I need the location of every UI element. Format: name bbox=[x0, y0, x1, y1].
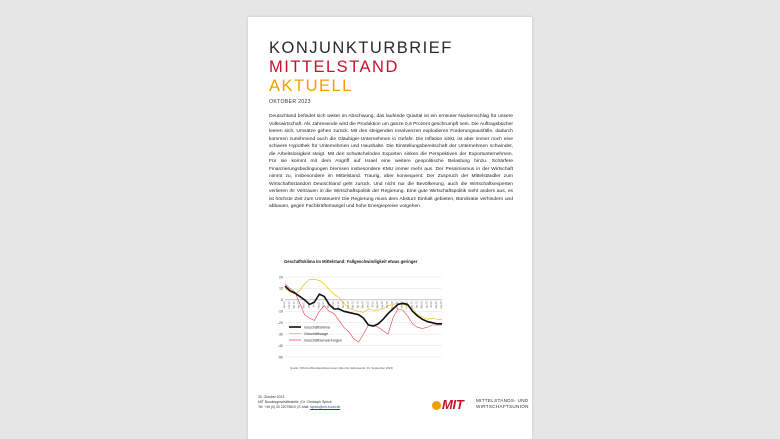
x-tick-label: Mai 22 bbox=[362, 301, 365, 309]
title-line-2: MITTELSTAND bbox=[269, 58, 399, 76]
y-tick-label: -40 bbox=[277, 343, 283, 348]
y-tick-label: -20 bbox=[277, 321, 283, 326]
x-tick-label: Aug 21 bbox=[318, 301, 321, 309]
x-tick-label: Jan 23 bbox=[401, 301, 404, 309]
issue-date: OKTOBER 2023 bbox=[269, 99, 311, 105]
legend-label: Geschäftserwartungen bbox=[304, 338, 343, 343]
logo-text bbox=[476, 398, 529, 410]
body-text: Deutschland befindet sich weiter im Abschwung, das laufende Quartal ist ein erneuter Nackenschlag für unsere Volkswirtschaft. Als Jahresende wird die Produktion um ganze 0,6 Prozent geschrumpft sein. Die Auftragsbücher leeren sich, Umsätze gehen zurück. Mit den steigenden Insolvenzen explodieren Forderungsausfälle, dadurch kommen zunehmend auch die Gläubiger-Unternehmen in Gefahr. Die Inflation sinkt, ist aber immer noch eine schwere Hypothek für Unternehmen und Haushalte. Die Einstellungsbereitschaft der Unternehmen schwindet, die Arbeitslosigkeit steigt. Mit den schwächelnden Exporten sinken die Perspektiven der Exportunternehmen. Für sie kommt mit dem Angriff auf Israel eine weitere geopolitische Belastung hinzu. Schärfere Finanzierungsbedingungen bremsen insbesondere KMU immer mehr aus. Der Pessimismus in der Wirtschaft nimmt zu, insbesondere im Mittelstand. Traurig, aber konsequent: Der Zuspruch der Mittelständler zum Wirtschaftsstandort Deutschland geht zurück. Und nicht nur die Bevölkerung, auch die Wirtschaftsexperten verlieren ihr Vertrauen in die Wirtschaftspolitik der Regierung. Eine gute Wirtschaftspolitik sieht anders aus, es ist höchste Zeit zum Umsteuern! Die Regierung muss dem Absturz Einhalt gebieten, Bürokratie verhindern und abbauen, gegen Fachkräftemangel und hohe Energiepreise vorgehen. bbox=[269, 114, 513, 209]
x-tick-label: Jun 21 bbox=[308, 301, 311, 309]
logo-text-line-2: WIRTSCHAFTSUNION bbox=[476, 404, 529, 409]
logo-mark bbox=[432, 397, 463, 412]
x-tick-label: Feb 23 bbox=[406, 301, 409, 309]
x-tick-label: Mrz 21 bbox=[293, 301, 296, 309]
line-chart bbox=[274, 273, 449, 365]
footer bbox=[258, 395, 340, 410]
x-tick-label: Dez 21 bbox=[337, 301, 340, 309]
x-tick-label: Nov 22 bbox=[391, 301, 394, 309]
chart-title: Geschäftsklima im Mittelstand: Fallgeschwindigkeit etwas geringer bbox=[284, 259, 418, 264]
footer-contact bbox=[258, 405, 340, 410]
x-tick-label: Sep 22 bbox=[382, 301, 385, 309]
series-line bbox=[285, 279, 442, 319]
mit-logo bbox=[432, 395, 528, 415]
x-tick-label: Nov 21 bbox=[333, 301, 336, 309]
footer-contact-prefix: Tel. +49 (0) 30 22079810 | E-Mail: bbox=[258, 405, 311, 409]
x-tick-label: Okt 22 bbox=[387, 301, 390, 309]
chart-source-note: Quelle: KfW-ifo-Mittelstandsbarometer (Alle drei Jahreswerte: 01. September 2023) bbox=[290, 366, 394, 370]
x-tick-label: Apr 22 bbox=[357, 301, 360, 309]
document-page bbox=[248, 17, 532, 439]
x-tick-label: Feb 21 bbox=[288, 301, 291, 309]
x-tick-label: Jun 23 bbox=[426, 301, 429, 309]
legend-label: Geschäftslage bbox=[304, 331, 329, 336]
x-tick-label: Feb 22 bbox=[347, 301, 350, 309]
footer-office: MIT Bundesgeschäftsstelle | Dr. Christoph Sprick bbox=[258, 400, 332, 404]
logo-text-line-1: MITTELSTANDS- UND bbox=[476, 398, 529, 403]
y-tick-label: -30 bbox=[277, 332, 283, 337]
x-tick-label: Sep 23 bbox=[441, 301, 443, 309]
legend-label: Geschäftsklima bbox=[304, 325, 330, 330]
y-tick-label: -10 bbox=[277, 309, 283, 314]
x-tick-label: Mrz 22 bbox=[352, 301, 355, 309]
x-tick-label: Jan 21 bbox=[284, 301, 286, 309]
x-tick-label: Okt 21 bbox=[328, 301, 331, 309]
x-tick-label: Aug 22 bbox=[377, 301, 380, 309]
title-line-1: KONJUNKTURBRIEF bbox=[269, 39, 453, 57]
logo-mark-text: MIT bbox=[442, 397, 464, 412]
y-tick-label: 20 bbox=[279, 275, 283, 280]
x-tick-label: Aug 23 bbox=[436, 301, 439, 309]
x-tick-label: Jul 21 bbox=[313, 301, 316, 308]
footer-date: 30. Oktober 2023 bbox=[258, 395, 285, 399]
x-tick-label: Apr 21 bbox=[298, 301, 301, 309]
logo-ball-icon bbox=[432, 401, 441, 410]
x-tick-label: Mai 23 bbox=[421, 301, 424, 309]
x-tick-label: Mai 21 bbox=[303, 301, 306, 309]
footer-email-link[interactable]: sprick@mit-bund.de bbox=[310, 405, 341, 409]
title-line-3: AKTUELL bbox=[269, 77, 353, 95]
x-tick-label: Jun 22 bbox=[367, 301, 370, 309]
y-tick-label: 0 bbox=[281, 298, 283, 303]
x-tick-label: Sep 21 bbox=[323, 301, 326, 309]
x-tick-label: Jul 22 bbox=[372, 301, 375, 308]
x-tick-label: Mrz 23 bbox=[411, 301, 414, 309]
x-tick-label: Apr 23 bbox=[416, 301, 419, 309]
x-tick-label: Jul 23 bbox=[431, 301, 434, 308]
x-tick-label: Dez 22 bbox=[396, 301, 399, 309]
y-tick-label: 10 bbox=[279, 286, 283, 291]
x-tick-label: Jan 22 bbox=[342, 301, 345, 309]
y-tick-label: -50 bbox=[277, 355, 283, 360]
